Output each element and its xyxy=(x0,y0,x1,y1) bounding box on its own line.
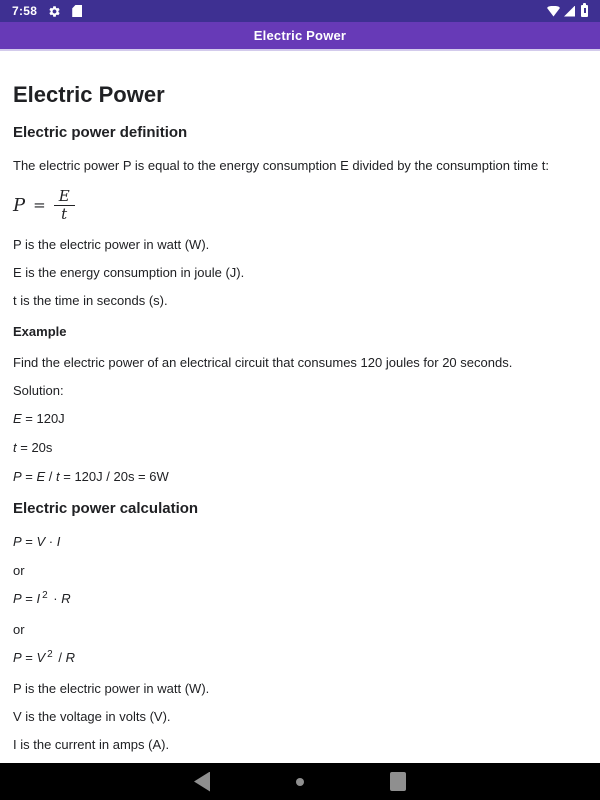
home-button[interactable] xyxy=(278,763,322,800)
cell-signal-icon xyxy=(564,6,575,17)
definition-intro: The electric power P is equal to the energy consumption E divided by the consumption time t: xyxy=(13,158,549,173)
wifi-icon xyxy=(547,6,560,17)
definition-section-heading: Electric power definition xyxy=(13,124,188,141)
status-bar-left xyxy=(12,5,82,18)
app-bar xyxy=(0,22,600,49)
formula-lhs: P xyxy=(13,194,26,216)
app-bar-title: Electric Power xyxy=(253,28,347,43)
formula-fraction xyxy=(54,188,75,223)
page-title: Electric Power xyxy=(13,82,165,107)
example-solution-label: Solution: xyxy=(13,383,64,398)
formula-numerator: E xyxy=(58,186,70,205)
definition-note-watt: P is the electric power in watt (W). xyxy=(13,237,210,252)
recents-button[interactable] xyxy=(376,763,420,800)
or-label-1: or xyxy=(13,563,25,578)
calc-formula-vi: P = V · I xyxy=(13,534,61,549)
back-button[interactable] xyxy=(180,763,224,800)
example-step-3: P = E / t = 120J / 20s = 6W xyxy=(13,469,169,484)
calc-note-volts: V is the voltage in volts (V). xyxy=(13,709,171,724)
calc-formula-i2r: P = I $^2$ · R xyxy=(13,590,71,606)
calc-note-amps: I is the current in amps (A). xyxy=(13,737,170,752)
status-bar-right xyxy=(547,5,588,17)
or-label-2: or xyxy=(13,622,25,637)
calc-note-watt: P is the electric power in watt (W). xyxy=(13,681,210,696)
home-icon xyxy=(296,778,304,786)
battery-icon xyxy=(581,5,588,17)
definition-note-seconds: t is the time in seconds (s). xyxy=(13,293,168,308)
example-step-2: t = 20s xyxy=(13,440,53,455)
status-bar xyxy=(0,0,600,22)
navigation-bar xyxy=(0,763,600,800)
example-problem: Find the electric power of an electrical circuit that consumes 120 joules for 20 seconds. xyxy=(13,355,513,370)
power-fraction-formula xyxy=(13,186,587,224)
back-icon xyxy=(194,772,210,792)
content-scroll-area[interactable] xyxy=(0,49,600,763)
recents-icon xyxy=(390,772,406,791)
calculation-section-heading: Electric power calculation xyxy=(13,500,199,517)
example-step-1: E = 120J xyxy=(13,411,65,426)
status-time: 7:58 xyxy=(12,4,38,18)
settings-icon xyxy=(48,5,61,18)
formula-equals: = xyxy=(33,196,46,214)
example-heading: Example xyxy=(13,324,67,339)
formula-denominator: t xyxy=(54,205,75,223)
sd-card-icon xyxy=(72,5,82,17)
definition-note-joule: E is the energy consumption in joule (J). xyxy=(13,265,245,280)
calc-formula-v2r: P = V $^2$ / R xyxy=(13,649,75,665)
